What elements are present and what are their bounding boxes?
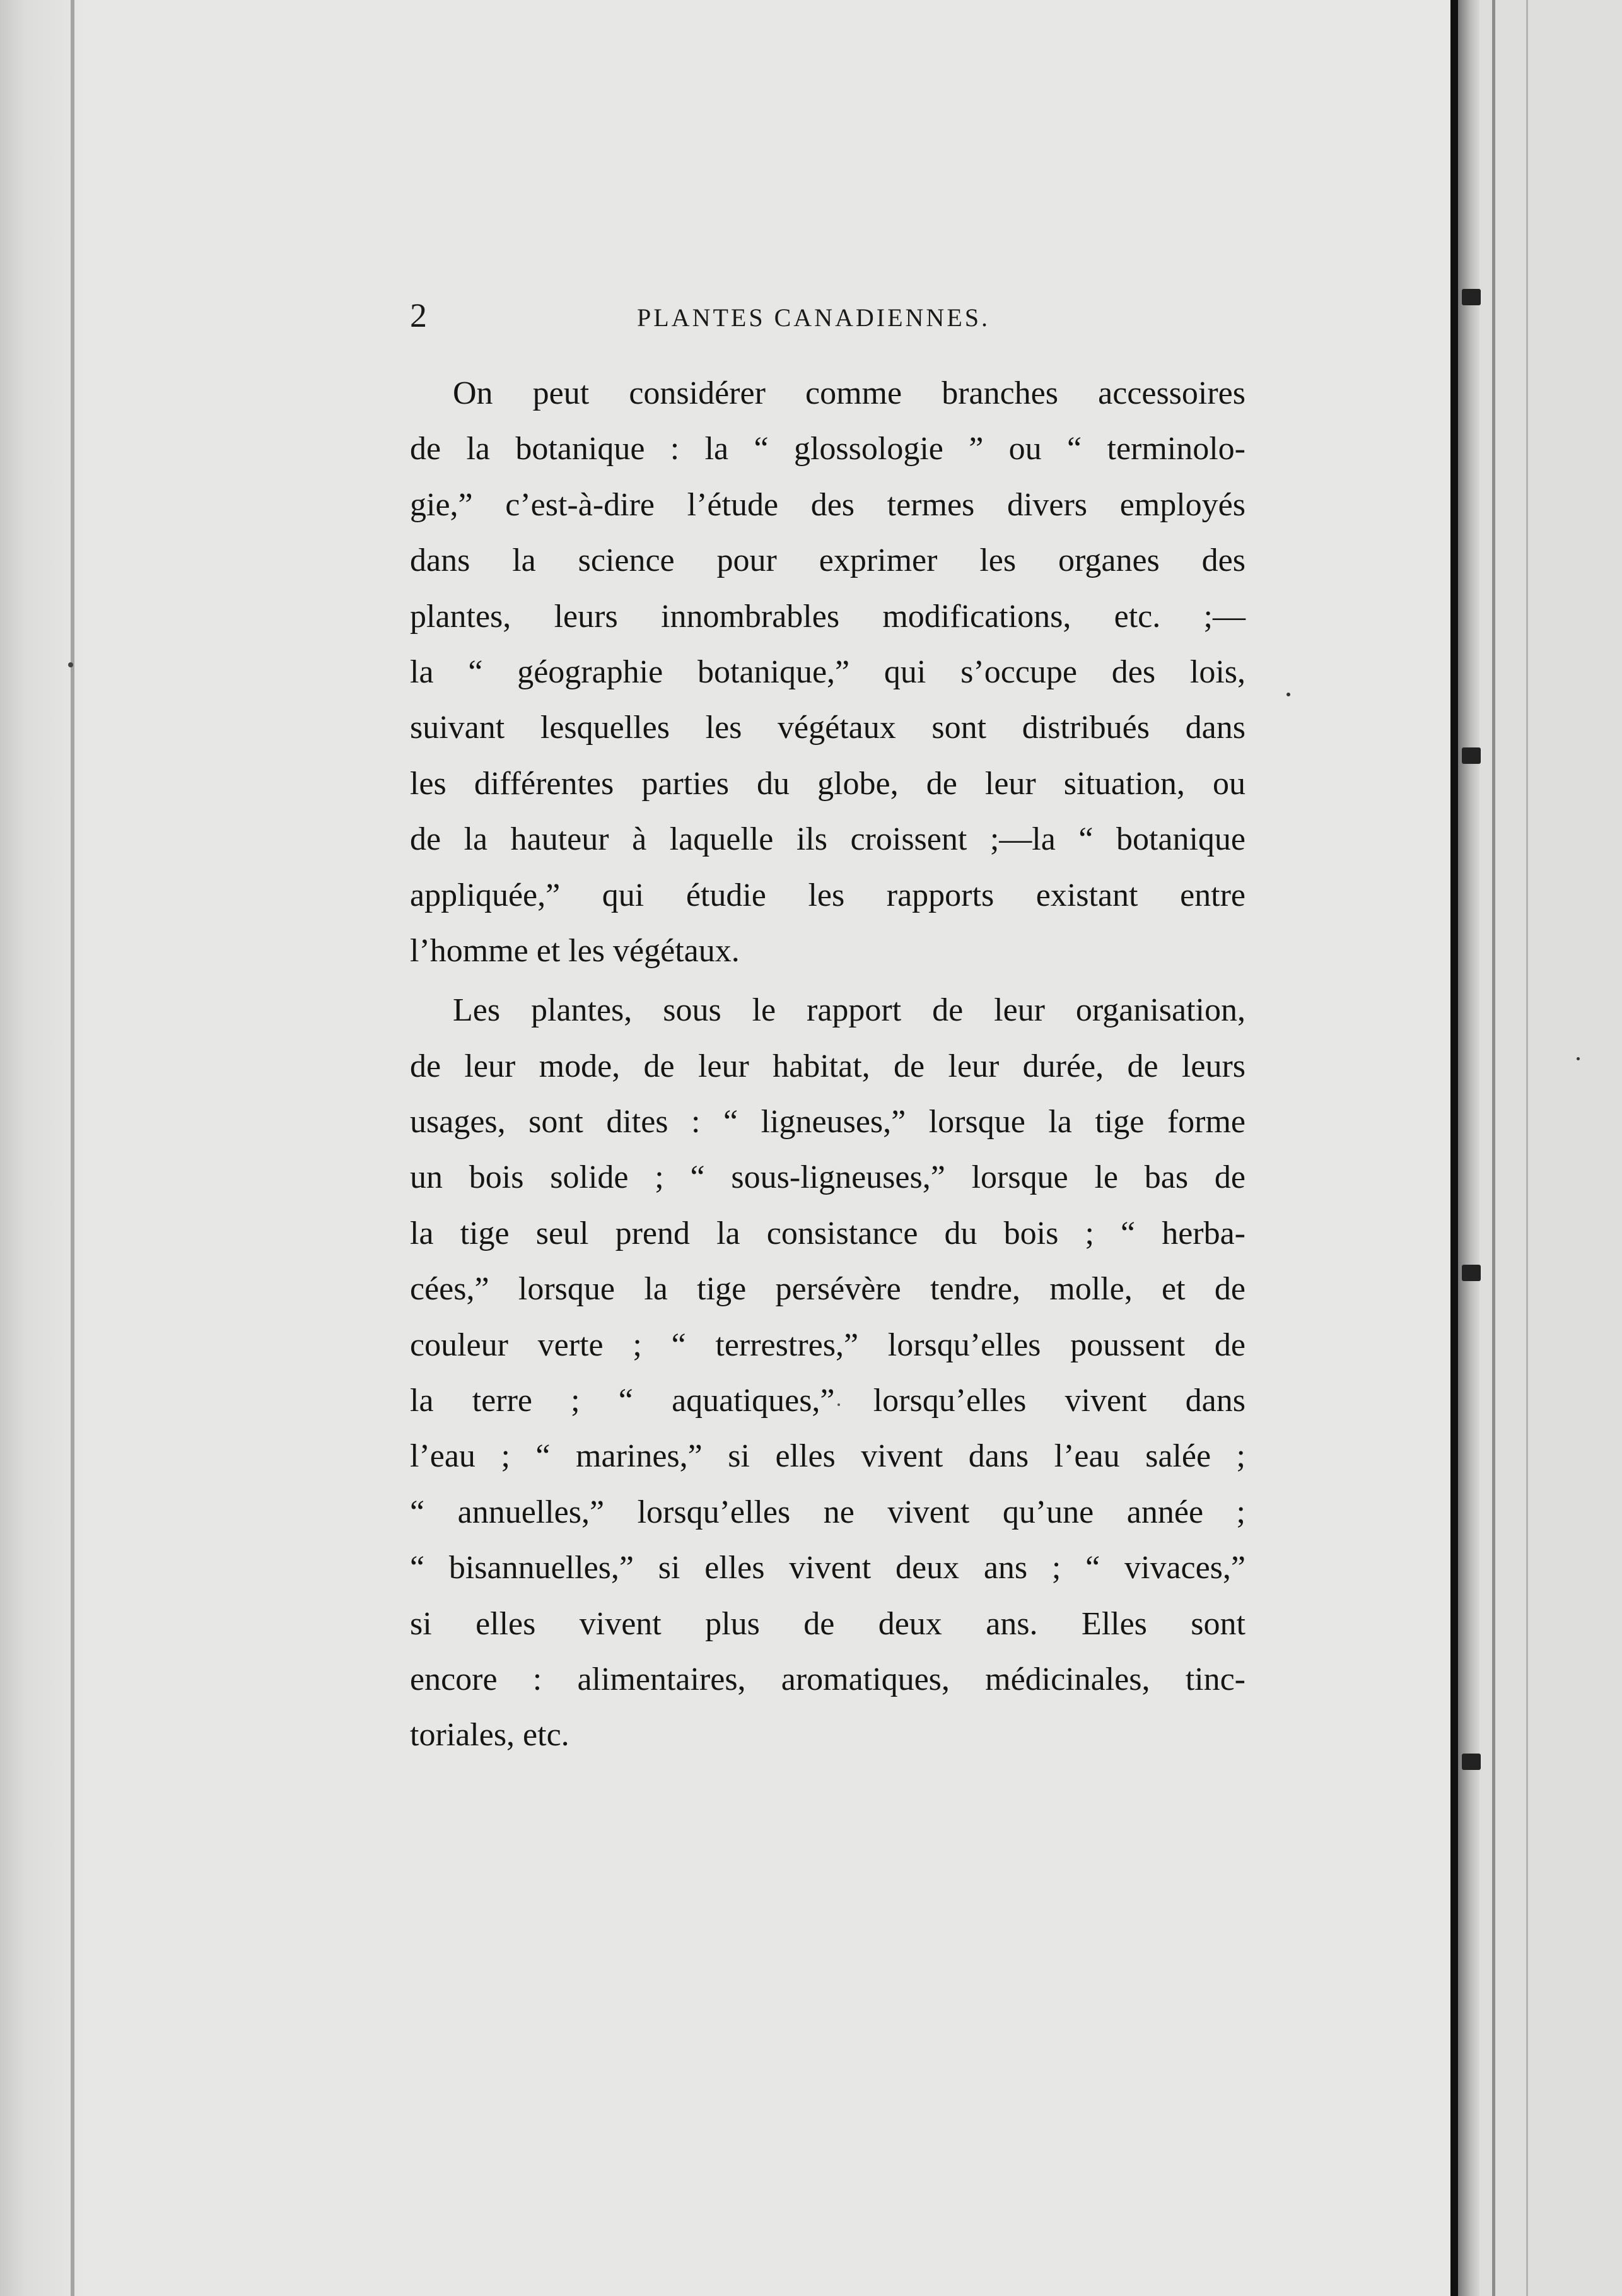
binding-thread-mark (1462, 1265, 1481, 1281)
text-line: Les plantes, sous le rapport de leur organisation, (453, 992, 1246, 1029)
text-line: les différentes parties du globe, de leur situation, ou (410, 765, 1246, 802)
text-line: “ annuelles,” lorsqu’elles ne vivent qu’une année ; (410, 1494, 1246, 1530)
text-line: l’homme et les végétaux. (410, 932, 740, 969)
binding-gutter (1450, 0, 1458, 2296)
paper-speck (68, 662, 73, 667)
text-line: la terre ; “ aquatiques,” lorsqu’elles vivent dans (410, 1383, 1246, 1419)
text-line: suivant lesquelles les végétaux sont distribués dans (410, 710, 1246, 746)
text-line: cées,” lorsque la tige persévère tendre, molle, et de (410, 1271, 1246, 1308)
text-line: un bois solide ; “ sous-ligneuses,” lorsque le bas de (410, 1159, 1246, 1196)
running-head: PLANTES CANADIENNES. (637, 303, 990, 332)
paragraph (410, 366, 1246, 979)
facing-page-edge (1479, 0, 1622, 2296)
binding-thread-mark (1462, 289, 1481, 305)
paper-speck (1577, 1057, 1580, 1060)
text-line: la tige seul prend la consistance du bois ; “ herba- (410, 1215, 1246, 1251)
facing-page-rule-secondary (1526, 0, 1528, 2296)
gutter-shadow (1458, 0, 1479, 2296)
text-line: de la hauteur à laquelle ils croissent ;—la “ botanique (410, 821, 1246, 858)
text-line: appliquée,” qui étudie les rapports existant entre (410, 877, 1246, 913)
paragraph (410, 983, 1246, 1763)
text-line: si elles vivent plus de deux ans. Elles sont (410, 1605, 1246, 1642)
text-line: “ bisannuelles,” si elles vivent deux ans ; “ vivaces,” (410, 1550, 1246, 1586)
text-line: gie,” c’est-à-dire l’étude des termes divers employés (410, 486, 1246, 523)
text-line: plantes, leurs innombrables modifications, etc. ;— (410, 598, 1246, 635)
page-number: 2 (410, 296, 427, 334)
facing-page-rule (1492, 0, 1495, 2296)
body-text (410, 366, 1246, 1764)
text-line: dans la science pour exprimer les organes des (410, 542, 1246, 579)
text-line: On peut considérer comme branches accessoires (453, 375, 1246, 411)
text-line: usages, sont dites : “ ligneuses,” lorsque la tige forme (410, 1104, 1246, 1140)
paper-speck (1287, 693, 1290, 696)
text-line: toriales, etc. (410, 1717, 569, 1754)
text-line: de leur mode, de leur habitat, de leur durée, de leurs (410, 1048, 1246, 1084)
page-header (410, 293, 1249, 344)
text-line: l’eau ; “ marines,” si elles vivent dans l’eau salée ; (410, 1438, 1246, 1475)
text-line: de la botanique : la “ glossologie ” ou “ terminolo- (410, 431, 1246, 467)
left-page-edge (0, 0, 82, 2296)
text-line: couleur verte ; “ terrestres,” lorsqu’elles poussent de (410, 1327, 1246, 1363)
binding-thread-mark (1462, 1754, 1481, 1770)
binding-thread-mark (1462, 747, 1481, 764)
text-line: encore : alimentaires, aromatiques, médicinales, tinc- (410, 1661, 1246, 1697)
left-edge-rule (71, 0, 74, 2296)
text-line: la “ géographie botanique,” qui s’occupe des lois, (410, 653, 1246, 690)
